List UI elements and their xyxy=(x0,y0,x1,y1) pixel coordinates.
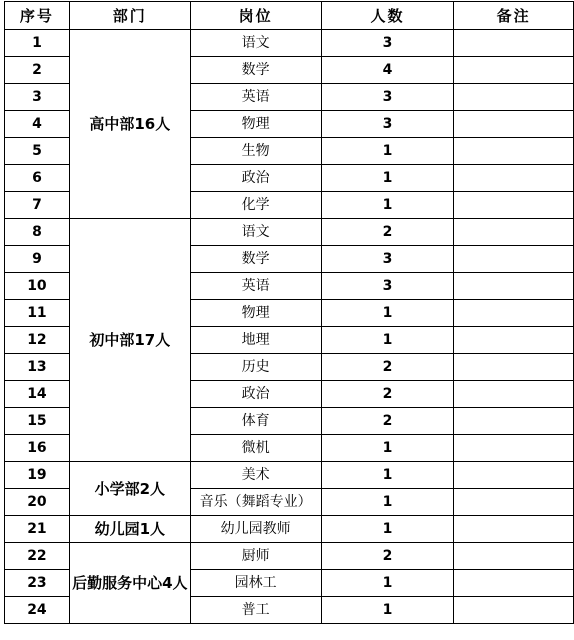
headcount-cell: 1 xyxy=(321,192,454,219)
headcount-cell: 2 xyxy=(321,543,454,570)
remarks-cell xyxy=(454,435,574,462)
department-cell: 幼儿园1人 xyxy=(69,516,190,543)
remarks-cell xyxy=(454,462,574,489)
remarks-cell xyxy=(454,165,574,192)
header-post: 岗位 xyxy=(190,2,321,30)
post-cell: 音乐（舞蹈专业） xyxy=(190,489,321,516)
headcount-cell: 4 xyxy=(321,57,454,84)
remarks-cell xyxy=(454,273,574,300)
post-cell: 英语 xyxy=(190,273,321,300)
serial-no-cell: 10 xyxy=(5,273,70,300)
remarks-cell xyxy=(454,246,574,273)
post-cell: 美术 xyxy=(190,462,321,489)
serial-no-cell: 1 xyxy=(5,30,70,57)
remarks-cell xyxy=(454,516,574,543)
department-cell: 小学部2人 xyxy=(69,462,190,516)
headcount-cell: 2 xyxy=(321,354,454,381)
post-cell: 化学 xyxy=(190,192,321,219)
post-cell: 语文 xyxy=(190,219,321,246)
serial-no-cell: 11 xyxy=(5,300,70,327)
serial-no-cell: 20 xyxy=(5,489,70,516)
headcount-cell: 3 xyxy=(321,84,454,111)
remarks-cell xyxy=(454,138,574,165)
remarks-cell xyxy=(454,30,574,57)
serial-no-cell: 3 xyxy=(5,84,70,111)
table-body xyxy=(5,30,574,624)
department-cell: 高中部16人 xyxy=(69,30,190,219)
remarks-cell xyxy=(454,354,574,381)
serial-no-cell: 9 xyxy=(5,246,70,273)
remarks-cell xyxy=(454,219,574,246)
post-cell: 语文 xyxy=(190,30,321,57)
headcount-cell: 1 xyxy=(321,300,454,327)
post-cell: 园林工 xyxy=(190,570,321,597)
post-cell: 政治 xyxy=(190,381,321,408)
post-cell: 生物 xyxy=(190,138,321,165)
serial-no-cell: 15 xyxy=(5,408,70,435)
remarks-cell xyxy=(454,597,574,624)
serial-no-cell: 16 xyxy=(5,435,70,462)
headcount-cell: 1 xyxy=(321,138,454,165)
post-cell: 厨师 xyxy=(190,543,321,570)
header-department: 部门 xyxy=(69,2,190,30)
post-cell: 数学 xyxy=(190,57,321,84)
headcount-cell: 1 xyxy=(321,462,454,489)
header-row xyxy=(5,2,574,30)
serial-no-cell: 23 xyxy=(5,570,70,597)
table-row xyxy=(5,516,574,543)
post-cell: 英语 xyxy=(190,84,321,111)
headcount-cell: 2 xyxy=(321,219,454,246)
remarks-cell xyxy=(454,489,574,516)
department-cell: 后勤服务中心4人 xyxy=(69,543,190,624)
headcount-cell: 1 xyxy=(321,570,454,597)
remarks-cell xyxy=(454,111,574,138)
headcount-cell: 3 xyxy=(321,30,454,57)
remarks-cell xyxy=(454,84,574,111)
serial-no-cell: 5 xyxy=(5,138,70,165)
header-remarks: 备注 xyxy=(454,2,574,30)
header-serial-no: 序号 xyxy=(5,2,70,30)
remarks-cell xyxy=(454,408,574,435)
serial-no-cell: 12 xyxy=(5,327,70,354)
headcount-cell: 1 xyxy=(321,435,454,462)
post-cell: 物理 xyxy=(190,300,321,327)
remarks-cell xyxy=(454,381,574,408)
headcount-cell: 1 xyxy=(321,327,454,354)
post-cell: 物理 xyxy=(190,111,321,138)
table-row xyxy=(5,219,574,246)
staffing-table xyxy=(4,1,574,624)
table-row xyxy=(5,462,574,489)
serial-no-cell: 7 xyxy=(5,192,70,219)
table-row xyxy=(5,30,574,57)
serial-no-cell: 24 xyxy=(5,597,70,624)
headcount-cell: 3 xyxy=(321,246,454,273)
post-cell: 幼儿园教师 xyxy=(190,516,321,543)
remarks-cell xyxy=(454,192,574,219)
post-cell: 政治 xyxy=(190,165,321,192)
serial-no-cell: 4 xyxy=(5,111,70,138)
department-cell: 初中部17人 xyxy=(69,219,190,462)
table-row xyxy=(5,543,574,570)
headcount-cell: 3 xyxy=(321,111,454,138)
post-cell: 地理 xyxy=(190,327,321,354)
remarks-cell xyxy=(454,543,574,570)
remarks-cell xyxy=(454,57,574,84)
post-cell: 普工 xyxy=(190,597,321,624)
headcount-cell: 1 xyxy=(321,516,454,543)
post-cell: 历史 xyxy=(190,354,321,381)
serial-no-cell: 6 xyxy=(5,165,70,192)
header-headcount: 人数 xyxy=(321,2,454,30)
serial-no-cell: 19 xyxy=(5,462,70,489)
remarks-cell xyxy=(454,570,574,597)
headcount-cell: 3 xyxy=(321,273,454,300)
post-cell: 数学 xyxy=(190,246,321,273)
post-cell: 微机 xyxy=(190,435,321,462)
serial-no-cell: 22 xyxy=(5,543,70,570)
serial-no-cell: 2 xyxy=(5,57,70,84)
serial-no-cell: 21 xyxy=(5,516,70,543)
serial-no-cell: 13 xyxy=(5,354,70,381)
headcount-cell: 1 xyxy=(321,489,454,516)
post-cell: 体育 xyxy=(190,408,321,435)
headcount-cell: 1 xyxy=(321,165,454,192)
remarks-cell xyxy=(454,300,574,327)
serial-no-cell: 8 xyxy=(5,219,70,246)
serial-no-cell: 14 xyxy=(5,381,70,408)
remarks-cell xyxy=(454,327,574,354)
headcount-cell: 2 xyxy=(321,408,454,435)
headcount-cell: 1 xyxy=(321,597,454,624)
headcount-cell: 2 xyxy=(321,381,454,408)
